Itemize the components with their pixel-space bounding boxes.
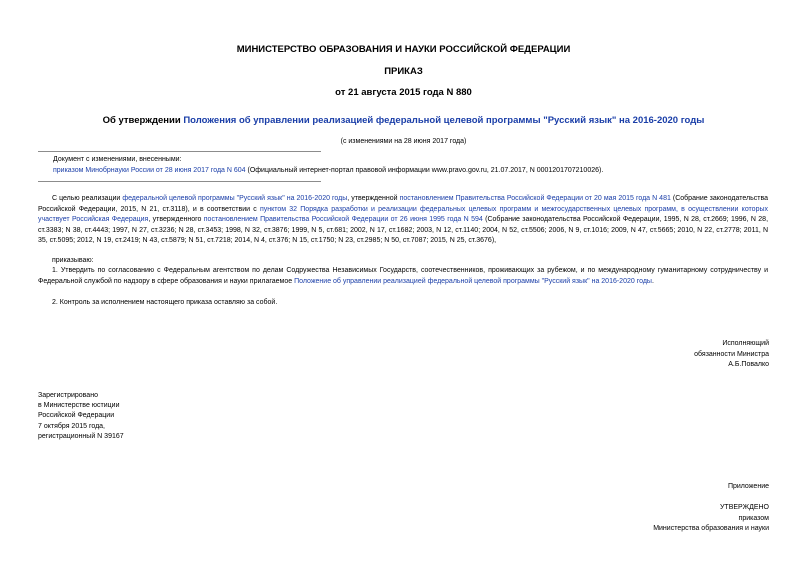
divider-top [38, 151, 321, 152]
procedure-item-32-link[interactable]: пунктом 32 Порядка разработки и реализации федеральных целевых программ и межгосударственных целевых программ, в осуществлении которых участвует Российская Федерация [38, 205, 768, 224]
preamble-paragraph [38, 194, 768, 247]
item1-end: . [651, 277, 654, 285]
approval-block [529, 503, 769, 535]
approved-ministry: Министерства образования и науки [653, 525, 769, 532]
date-number-heading: от 21 августа 2015 года N 880 [335, 87, 472, 98]
title-regulation-link[interactable]: Положения об управлении реализацией федеральной целевой программы "Русский язык" на 2016-2020 годы [183, 115, 705, 126]
ministry-heading: МИНИСТЕРСТВО ОБРАЗОВАНИЯ И НАУКИ РОССИЙСКОЙ ФЕДЕРАЦИИ [236, 44, 571, 55]
government-decree-481-link[interactable]: постановлением Правительства Российской Федерации от 20 мая 2015 года N 481 [399, 195, 671, 202]
program-link[interactable]: федеральной целевой программы "Русский язык" на 2016-2020 годы [122, 195, 348, 202]
divider-bottom [38, 181, 321, 182]
signature-line-1: Исполняющий [722, 340, 769, 347]
registration-line-5: регистрационный N 39167 [38, 432, 124, 440]
government-decree-594-link[interactable]: постановлением Правительства Российской Федерации от 26 июня 1995 года N 594 [203, 216, 483, 224]
changes-label: Документ с изменениями, внесенными: [53, 156, 182, 163]
signature-line-2: обязанности Министра [694, 350, 769, 358]
item1-text: 1. Утвердить по согласованию с Федеральным агентством по делам Содружества Независимых Государств, соотечественников, проживающих за рубежом, и по международному гуманитарному сотрудничеству и Федеральной службой по надзору в сфере образования и науки прилагаемое [38, 267, 768, 285]
preamble-text: , утвержденной [347, 195, 400, 202]
changes-source: (Официальный интернет-портал правовой информации www.pravo.gov.ru, 21.07.2017, N 0001201707210026). [245, 167, 604, 174]
doc-type-heading: ПРИКАЗ [384, 66, 423, 77]
signature-name: А.Б.Повалко [728, 361, 769, 368]
order-item-2: 2. Контроль за исполнением настоящего приказа оставляю за собой. [52, 299, 278, 306]
signature-block [569, 339, 769, 371]
registration-line-4: 7 октября 2015 года, [38, 422, 106, 430]
preamble-text: С целью реализации [52, 195, 123, 202]
registration-block [38, 391, 124, 442]
registration-line-3: Российской Федерации [38, 412, 115, 420]
approved-by-order: приказом [738, 514, 769, 522]
title-prefix: Об утверждении [102, 115, 184, 126]
changes-block [53, 154, 773, 176]
order-word: приказываю: [52, 257, 94, 264]
preamble-text: (Собрание законодательства Российской Федерации, 1995, N 28, ст.2669; 1996, N 28, ст.3383; N 38, ст.4443; 1997, N 27, ст.3236; N 28, ст.3453; 1998, N 32, ст.3876; 1999, N 5, ст.681; 2002, N 17, ст.1682; 2003, N 12, ст.1140; 2004, N 52, ст.5506; 2006, N 9, ст.1016; 2009, N 47, ст.5665; 2010, N 22, ст.2778; 2011, N 35, ст.5095; 2012, N 19, ст.2419; N 43, ст.5879; N 51, ст.7218; 2014, N 4, ст.376; N 15, ст.1750; N 23, ст.2985; N 50, ст.7087; 2015, N 25, ст.3676), [38, 216, 769, 245]
changes-order-link[interactable]: приказом Минобрнауки России от 28 июня 2017 года N 604 [53, 167, 246, 174]
appendix-label: Приложение [727, 483, 769, 490]
registration-line-2: в Министерстве юстиции [38, 402, 120, 410]
amendment-note: (с изменениями на 28 июня 2017 года) [340, 138, 467, 145]
order-item-1 [38, 266, 768, 287]
document-title [0, 115, 807, 126]
preamble-text: (Собрание законодательства Российской Федерации, 2015, N 21, ст.3118), и в соответствии с [38, 195, 768, 213]
preamble-text: , утвержденного [148, 216, 204, 224]
regulation-link[interactable]: Положение об управлении реализацией федеральной целевой программы "Русский язык" на 2016-2020 годы [294, 277, 652, 285]
approved-label: УТВЕРЖДЕНО [719, 504, 769, 511]
registration-line-1: Зарегистрировано [38, 392, 98, 399]
